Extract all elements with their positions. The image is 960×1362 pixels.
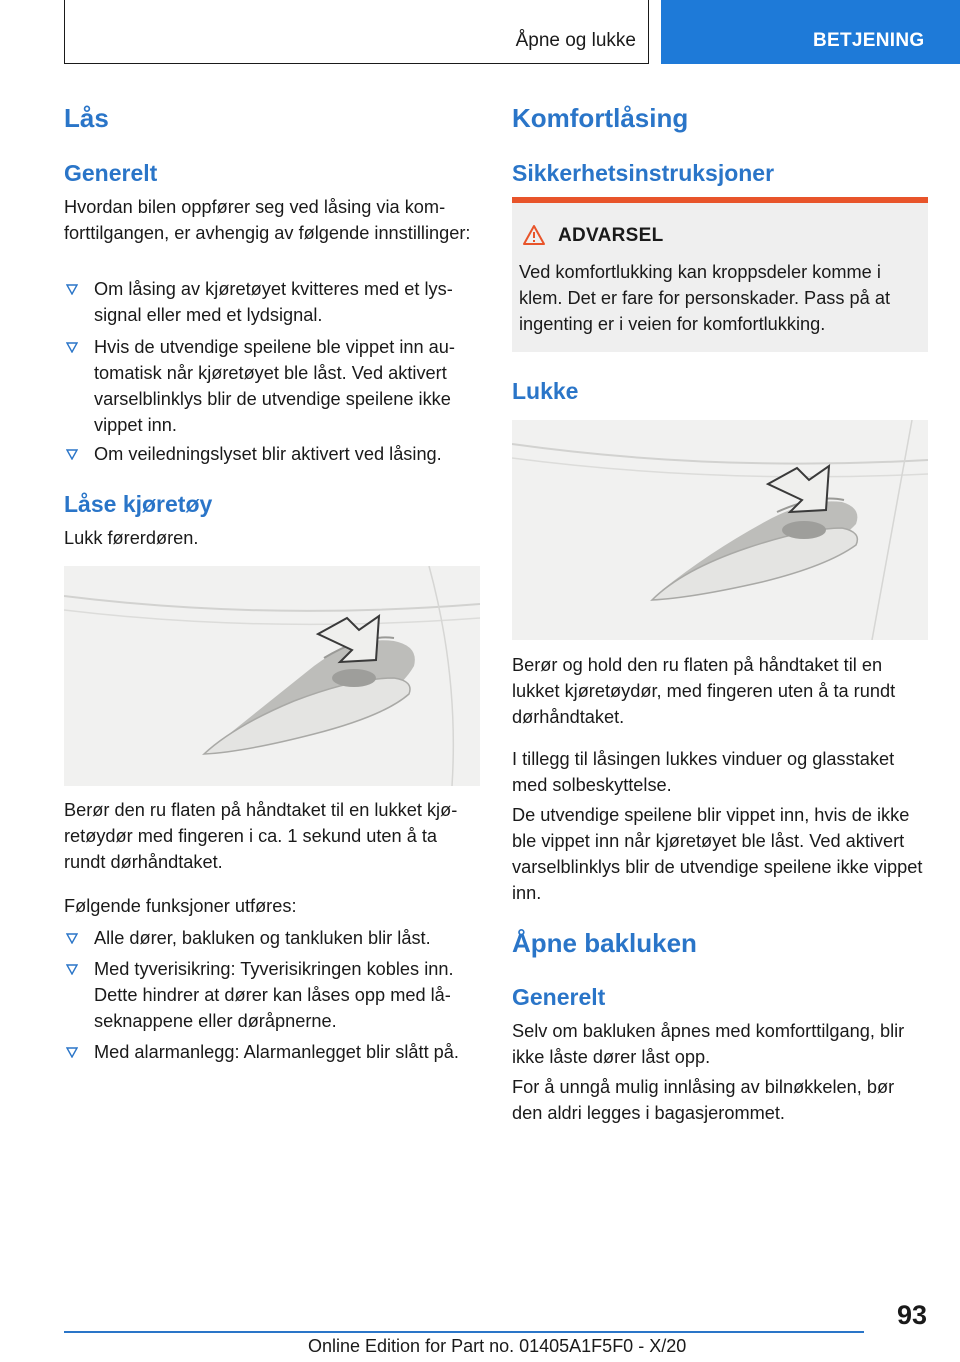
header-section-title: Åpne og lukke: [515, 30, 636, 51]
heading-lase-kjoretoy: Låse kjøretøy: [64, 491, 213, 517]
speil-paragraph: De utvendige speilene blir vippet inn, hvis de ikke ble vippet inn når kjøretøyet ble låst. Ved aktivert varselblinklys blir de utvendige speilene ikke vippet inn.: [512, 805, 923, 903]
header-chapter-label: BETJENING: [813, 30, 925, 51]
footer-rule: [64, 1331, 864, 1333]
tillegg-paragraph: I tillegg til låsingen lukkes vinduer og glasstaket med solbeskyttelse.: [512, 749, 895, 795]
triangle-bullet-icon: [66, 342, 78, 353]
triangle-bullet-icon: [66, 933, 78, 944]
list-item-text: Alle dører, bakluken og tankluken blir låst.: [94, 928, 431, 948]
list-item-text: Om veiledningslyset blir aktivert ved låsing.: [94, 444, 442, 464]
warning-box: [512, 197, 928, 352]
triangle-bullet-icon: [66, 1047, 78, 1058]
triangle-bullet-icon: [66, 284, 78, 295]
list-item: [64, 956, 478, 1034]
heading-sikkerhetsinstruksjoner: Sikkerhetsinstruksjoner: [512, 160, 775, 186]
heading-las: Lås: [64, 103, 109, 133]
intro-paragraph: Hvordan bilen oppfører seg ved låsing via komforttilgangen, er avhengig av følgende innstillinger:: [64, 197, 471, 243]
selv-paragraph: Selv om bakluken åpnes med komforttilgang, blir ikke låste dører låst opp.: [512, 1021, 905, 1067]
door-handle-image: [512, 420, 928, 640]
list-item: [64, 441, 478, 467]
lukk-paragraph: Lukk førerdøren.: [64, 528, 199, 548]
warning-title: ADVARSEL: [558, 225, 664, 246]
list-item: [64, 276, 474, 328]
unnga-paragraph: For å unngå mulig innlåsing av bilnøkkelen, bør den aldri legges i bagasjerommet.: [512, 1077, 895, 1123]
heading-komfortlasing: Komfortlåsing: [512, 103, 689, 133]
footer-edition: Online Edition for Part no. 01405A1F5F0 - X/20: [308, 1336, 687, 1356]
triangle-bullet-icon: [66, 964, 78, 975]
list-item: [64, 334, 478, 438]
folgende-paragraph: Følgende funksjoner utføres:: [64, 896, 297, 916]
list-item: [64, 1039, 480, 1065]
page-number: 93: [896, 1300, 927, 1330]
caption-paragraph: Berør den ru flaten på håndtaket til en lukket kjøretøydør med fingeren i ca. 1 sekund uten å ta rundt dørhåndtaket.: [64, 800, 458, 872]
list-item-text: Med alarmanlegg: Alarmanlegget blir slått på.: [94, 1042, 459, 1062]
triangle-bullet-icon: [66, 449, 78, 460]
list-item-text: Om låsing av kjøretøyet kvitteres med et lyssignal eller med et lydsignal.: [94, 279, 453, 325]
heading-lukke: Lukke: [512, 378, 579, 404]
list-item: [64, 925, 478, 951]
caption-paragraph: Berør og hold den ru flaten på håndtaket til en lukket kjøretøydør, med fingeren uten å ta rundt dørhåndtaket.: [512, 655, 896, 727]
heading-generelt-2: Generelt: [512, 984, 606, 1010]
header-chapter-tab: [661, 0, 960, 64]
list-item-text: Hvis de utvendige speilene ble vippet inn automatisk når kjøretøyet ble låst. Ved aktivert varselblinklys blir de utvendige speilene ikke vippet inn.: [94, 337, 455, 435]
heading-generelt: Generelt: [64, 160, 158, 186]
door-handle-image: [64, 566, 480, 786]
header-section-box: [64, 0, 649, 64]
door-handle-illustration: [512, 420, 928, 640]
warning-triangle-icon: [522, 224, 546, 246]
door-handle-illustration: [64, 566, 480, 786]
heading-apne-bakluken: Åpne bakluken: [512, 928, 697, 958]
list-item-text: Med tyverisikring: Tyverisikringen kobles inn. Dette hindrer at dører kan låses opp med låseknappene eller døråpnerne.: [94, 959, 454, 1031]
warning-text: Ved komfortlukking kan kroppsdeler komme i klem. Det er fare for personskader. Pass på at ingenting er i veien for komfortlukking.: [519, 262, 890, 334]
